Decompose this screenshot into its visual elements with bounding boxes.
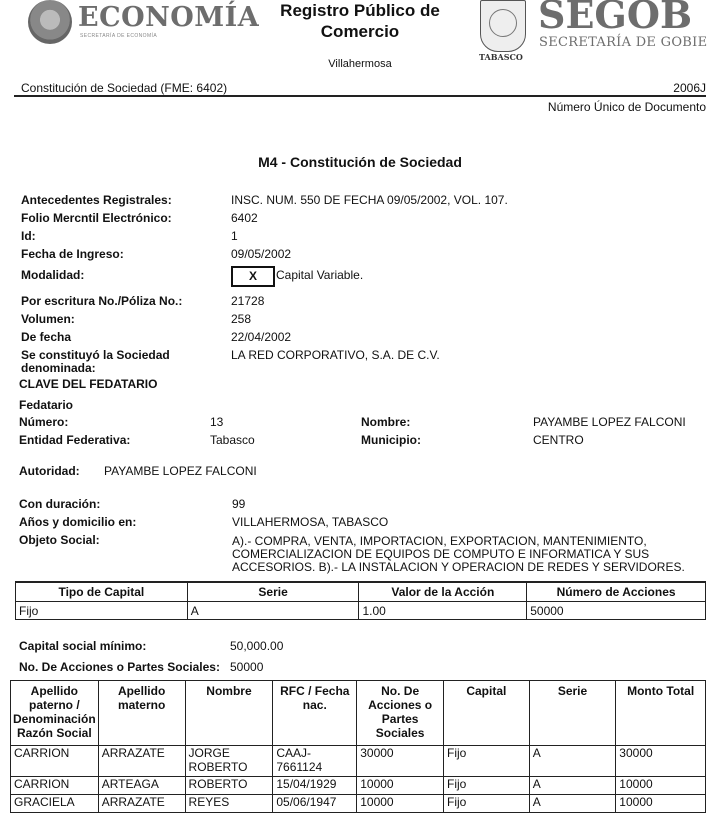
- capital-header-cell: Número de Acciones: [527, 582, 706, 602]
- socios-cell: ROBERTO: [185, 777, 273, 795]
- duracion-label: Con duración:: [19, 497, 101, 511]
- page-title: Registro Público de Comercio: [280, 1, 440, 41]
- socios-cell: A: [529, 746, 616, 777]
- socios-cell: 30000: [616, 746, 706, 777]
- socios-cell: ARTEAGA: [98, 777, 185, 795]
- denominada-label-line1: Se constituyó la Sociedad: [21, 348, 170, 362]
- fedatario-heading: Fedatario: [19, 398, 74, 412]
- table-row: [11, 795, 706, 813]
- capital-header-cell: Tipo de Capital: [16, 582, 188, 602]
- escritura-label: Por escritura No./Póliza No.:: [21, 294, 183, 308]
- capital-cell: 50000: [527, 602, 706, 620]
- section-title: M4 - Constitución de Sociedad: [258, 154, 462, 170]
- capital-minimo-value: 50,000.00: [230, 639, 284, 653]
- socios-header-cell: Capital: [444, 681, 530, 746]
- socios-header-cell: No. De Acciones o Partes Sociales: [357, 681, 444, 746]
- socios-table-header: [11, 681, 706, 746]
- modalidad-checkbox: X: [231, 266, 275, 287]
- folio-value: 6402: [231, 211, 258, 225]
- capital-table-header: [16, 582, 706, 602]
- socios-cell: A: [529, 777, 616, 795]
- socios-cell: GRACIELA: [11, 795, 99, 813]
- socios-cell: ARRAZATE: [98, 795, 185, 813]
- nombre-label: Nombre:: [361, 415, 411, 429]
- economia-logo-subtitle: SECRETARÍA DE ECONOMÍA: [80, 33, 158, 39]
- no-acciones-value: 50000: [230, 660, 264, 674]
- nombre-value: PAYAMBE LOPEZ FALCONI: [533, 415, 686, 429]
- socios-cell: 10000: [616, 795, 706, 813]
- socios-cell: A: [529, 795, 616, 813]
- socios-cell: Fijo: [444, 746, 530, 777]
- socios-cell: 10000: [357, 795, 444, 813]
- socios-header-cell: Apellido materno: [98, 681, 185, 746]
- antecedentes-value: INSC. NUM. 550 DE FECHA 09/05/2002, VOL. 107.: [231, 193, 508, 207]
- socios-header-cell: Serie: [529, 681, 616, 746]
- socios-table: [10, 680, 706, 813]
- document-number: 2006J: [673, 81, 706, 95]
- socios-header-cell: Nombre: [185, 681, 273, 746]
- domicilio-value: VILLAHERMOSA, TABASCO: [232, 515, 389, 529]
- volumen-value: 258: [231, 312, 252, 326]
- antecedentes-label: Antecedentes Registrales:: [21, 193, 172, 207]
- segob-logo-word: SEGOB: [538, 0, 693, 37]
- capital-cell: A: [187, 602, 359, 620]
- table-row: [11, 746, 706, 777]
- no-acciones-label: No. De Acciones o Partes Sociales:: [19, 660, 220, 674]
- autoridad-value: PAYAMBE LOPEZ FALCONI: [104, 464, 257, 478]
- escritura-value: 21728: [231, 294, 265, 308]
- socios-header-cell: Apellido paterno / Denominación Razón Social: [11, 681, 99, 746]
- capital-cell: 1.00: [359, 602, 527, 620]
- document-type: Constitución de Sociedad (FME: 6402): [21, 81, 228, 95]
- socios-cell: CARRION: [11, 746, 99, 777]
- capital-minimo-label: Capital social mínimo:: [19, 639, 147, 653]
- capital-header-cell: Serie: [187, 582, 359, 602]
- modalidad-value: Capital Variable.: [276, 268, 364, 282]
- socios-cell: CAAJ-7661124: [273, 746, 357, 777]
- capital-header-cell: Valor de la Acción: [359, 582, 527, 602]
- domicilio-label: Años y domicilio en:: [19, 515, 137, 529]
- socios-cell: ARRAZATE: [98, 746, 185, 777]
- city-label: Villahermosa: [328, 58, 392, 70]
- duracion-value: 99: [232, 497, 246, 511]
- socios-cell: 15/04/1929: [273, 777, 357, 795]
- table-row: [11, 777, 706, 795]
- socios-cell: 10000: [616, 777, 706, 795]
- modalidad-label: Modalidad:: [21, 268, 85, 282]
- unique-document-number-label: Número Único de Documento: [547, 100, 706, 114]
- capital-table: [15, 581, 706, 620]
- objeto-label: Objeto Social:: [19, 533, 100, 547]
- id-label: Id:: [21, 229, 36, 243]
- socios-cell: 10000: [357, 777, 444, 795]
- id-value: 1: [231, 229, 238, 243]
- socios-cell: REYES: [185, 795, 273, 813]
- socios-header-cell: RFC / Fecha nac.: [273, 681, 357, 746]
- segob-logo: [476, 0, 720, 64]
- capital-cell: Fijo: [16, 602, 188, 620]
- socios-cell: Fijo: [444, 777, 530, 795]
- economia-logo: [28, 0, 260, 48]
- tabasco-shield-icon: [480, 0, 526, 52]
- folio-label: Folio Mercntil Electrónico:: [21, 211, 172, 225]
- tabasco-label: TABASCO: [479, 52, 523, 62]
- volumen-label: Volumen:: [21, 312, 75, 326]
- clave-fedatario-heading: CLAVE DEL FEDATARIO: [19, 377, 158, 391]
- socios-cell: 30000: [357, 746, 444, 777]
- denominada-value: LA RED CORPORATIVO, S.A. DE C.V.: [231, 348, 440, 362]
- economia-logo-word: ECONOMÍA: [78, 2, 260, 33]
- table-row: [16, 602, 706, 620]
- numero-label: Número:: [19, 415, 69, 429]
- header-divider: [14, 95, 706, 97]
- entidad-label: Entidad Federativa:: [19, 433, 131, 447]
- mexican-eagle-emblem-icon: [28, 0, 72, 44]
- segob-logo-subtitle: SECRETARÍA DE GOBIE: [539, 35, 708, 50]
- objeto-value: A).- COMPRA, VENTA, IMPORTACION, EXPORTACION, MANTENIMIENTO, COMERCIALIZACION DE EQUIPOS DE COMPUTO E INFORMATICA Y SUS ACCESORIOS. B).- LA INSTALACION Y OPERACION DE REDES Y SERVIDORES.: [232, 534, 685, 574]
- fecha-ingreso-label: Fecha de Ingreso:: [21, 247, 124, 261]
- de-fecha-value: 22/04/2002: [231, 330, 292, 344]
- socios-cell: Fijo: [444, 795, 530, 813]
- socios-cell: 05/06/1947: [273, 795, 357, 813]
- de-fecha-label: De fecha: [21, 330, 72, 344]
- fecha-ingreso-value: 09/05/2002: [231, 247, 292, 261]
- entidad-value: Tabasco: [210, 433, 255, 447]
- numero-value: 13: [210, 415, 224, 429]
- autoridad-label: Autoridad:: [19, 464, 80, 478]
- socios-cell: CARRION: [11, 777, 99, 795]
- municipio-label: Municipio:: [361, 433, 421, 447]
- socios-header-cell: Monto Total: [616, 681, 706, 746]
- socios-cell: JORGE ROBERTO: [185, 746, 273, 777]
- municipio-value: CENTRO: [533, 433, 584, 447]
- denominada-label-line2: denominada:: [21, 361, 96, 375]
